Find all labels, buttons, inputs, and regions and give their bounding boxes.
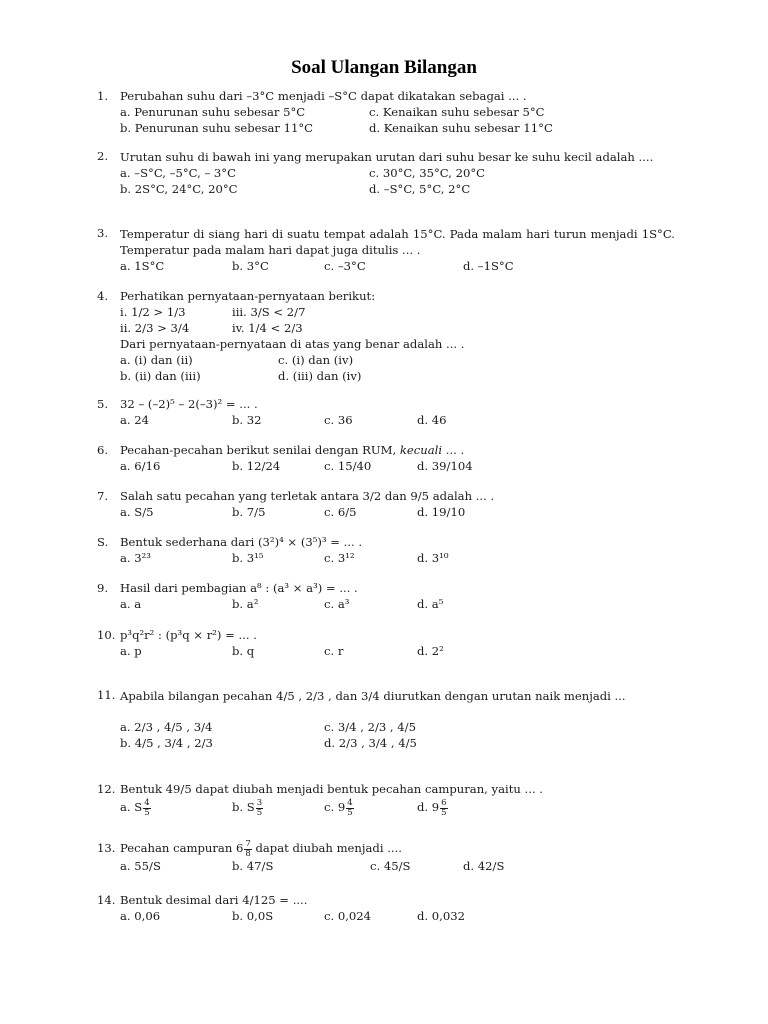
question-text: Bentuk 49/5 dapat diubah menjadi bentuk pecahan campuran, yaitu ... . bbox=[120, 782, 543, 796]
option-d: d. –1S°C bbox=[463, 259, 514, 273]
question-number: S. bbox=[97, 535, 109, 549]
option-c: c. 15/40 bbox=[324, 459, 372, 473]
option-a: a. S/5 bbox=[120, 505, 154, 519]
question-text-italic: kecuali bbox=[399, 443, 443, 457]
question-text-end: ... . bbox=[445, 443, 465, 457]
question-text: Bentuk desimal dari 4/125 = .... bbox=[120, 893, 308, 907]
option-a: a. 2/3 , 4/5 , 3/4 bbox=[120, 720, 213, 734]
option-d: d. (iii) dan (iv) bbox=[278, 369, 362, 383]
option-d: d. 2² bbox=[417, 644, 444, 658]
question-number: 2. bbox=[97, 149, 109, 163]
option-c: c. (i) dan (iv) bbox=[278, 353, 354, 367]
question-text: Pecahan campuran 6 $\frac{7}{8}$ dapat diubah menjadi .... bbox=[120, 839, 402, 859]
question-2 bbox=[97, 149, 675, 197]
question-ask: Dari pernyataan-pernyataan di atas yang benar adalah ... . bbox=[120, 337, 465, 351]
option-a: a. 3²³ bbox=[120, 551, 151, 565]
option-c: c. 3¹² bbox=[324, 551, 355, 565]
option-b: b. S $\frac{3}{5}$ bbox=[232, 798, 263, 818]
question-12 bbox=[97, 781, 675, 817]
option-d: d. 0,032 bbox=[417, 909, 465, 923]
question-text: 32 – (–2)⁵ – 2(–3)² = ... . bbox=[120, 397, 258, 411]
question-number: 5. bbox=[97, 397, 109, 411]
question-10 bbox=[97, 627, 675, 659]
question-number: 9. bbox=[97, 581, 109, 595]
question-14 bbox=[97, 892, 675, 924]
option-c: c. 6/5 bbox=[324, 505, 357, 519]
question-text: Apabila bilangan pecahan 4/5 , 2/3 , dan 3/4 diurutkan dengan urutan naik menjadi ... bbox=[120, 689, 626, 703]
option-a: a. Penurunan suhu sebesar 5°C bbox=[120, 105, 306, 119]
option-d: d. 3¹⁰ bbox=[417, 551, 449, 565]
option-d: d. 42/S bbox=[463, 859, 505, 873]
question-text: Urutan suhu di bawah ini yang merupakan urutan dari suhu besar ke suhu kecil adalah .... bbox=[120, 150, 654, 164]
question-7 bbox=[97, 488, 675, 520]
option-b: b. 2S°C, 24°C, 20°C bbox=[120, 182, 238, 196]
option-d: d. Kenaikan suhu sebesar 11°C bbox=[369, 121, 553, 135]
option-b: b. 47/S bbox=[232, 859, 274, 873]
option-a: a. p bbox=[120, 644, 142, 658]
option-a: a. 6/16 bbox=[120, 459, 161, 473]
question-text: Hasil dari pembagian a⁸ : (a³ × a³) = ... . bbox=[120, 581, 358, 595]
option-b: b. 0,0S bbox=[232, 909, 274, 923]
option-b: b. a² bbox=[232, 597, 259, 611]
statement-i: i. 1/2 > 1/3 bbox=[120, 305, 186, 319]
question-5 bbox=[97, 396, 675, 428]
question-text: Perhatikan pernyataan-pernyataan berikut: bbox=[120, 289, 376, 303]
option-c: c. 0,024 bbox=[324, 909, 372, 923]
option-d: d. 39/104 bbox=[417, 459, 473, 473]
statement-iv: iv. 1/4 < 2/3 bbox=[232, 321, 303, 335]
option-a: a. 0,06 bbox=[120, 909, 161, 923]
question-number: 14. bbox=[97, 893, 116, 907]
option-a: a. 24 bbox=[120, 413, 150, 427]
question-text: Bentuk sederhana dari (3²)⁴ × (3⁵)³ = ... . bbox=[120, 535, 363, 549]
option-c: c. a³ bbox=[324, 597, 350, 611]
option-a: a. S $\frac{4}{5}$ bbox=[120, 798, 150, 818]
question-number: 12. bbox=[97, 782, 116, 796]
option-b: b. 4/5 , 3/4 , 2/3 bbox=[120, 736, 213, 750]
option-d: d. a⁵ bbox=[417, 597, 444, 611]
question-text: Perubahan suhu dari –3°C menjadi –S°C dapat dikatakan sebagai ... . bbox=[120, 89, 527, 103]
option-b: b. 32 bbox=[232, 413, 262, 427]
question-9 bbox=[97, 580, 675, 612]
question-number: 4. bbox=[97, 289, 109, 303]
option-a: a. (i) dan (ii) bbox=[120, 353, 193, 367]
option-d: d. 2/3 , 3/4 , 4/5 bbox=[324, 736, 417, 750]
option-b: b. 3¹⁵ bbox=[232, 551, 264, 565]
option-d: d. 46 bbox=[417, 413, 447, 427]
question-number: 13. bbox=[97, 841, 116, 855]
option-c: c. 36 bbox=[324, 413, 353, 427]
option-b: b. Penurunan suhu sebesar 11°C bbox=[120, 121, 314, 135]
option-d: d. 19/10 bbox=[417, 505, 466, 519]
question-text: Temperatur di siang hari di suatu tempat adalah 15°C. Pada malam hari turun menjadi 1S°C. Temperatur pada malam hari dapat juga ditulis ... . bbox=[120, 227, 675, 257]
option-a: a. –S°C, –5°C, – 3°C bbox=[120, 166, 236, 180]
page-title: Soal Ulangan Bilangan bbox=[291, 57, 477, 78]
question-text: p³q²r² : (p³q × r²) = ... . bbox=[120, 628, 257, 642]
statement-ii: ii. 2/3 > 3/4 bbox=[120, 321, 190, 335]
option-a: a. 1S°C bbox=[120, 259, 165, 273]
question-number: 10. bbox=[97, 628, 116, 642]
question-4 bbox=[97, 288, 675, 384]
option-d: d. –S°C, 5°C, 2°C bbox=[369, 182, 471, 196]
option-c: c. –3°C bbox=[324, 259, 366, 273]
option-b: b. q bbox=[232, 644, 255, 658]
option-a: a. a bbox=[120, 597, 142, 611]
option-a: a. 55/S bbox=[120, 859, 161, 873]
question-number: 11. bbox=[97, 688, 116, 702]
option-c: c. 3/4 , 2/3 , 4/5 bbox=[324, 720, 416, 734]
question-13 bbox=[97, 838, 675, 874]
option-c: c. 30°C, 35°C, 20°C bbox=[369, 166, 486, 180]
question-6 bbox=[97, 442, 675, 474]
question-number: 7. bbox=[97, 489, 109, 503]
question-number: 3. bbox=[97, 226, 109, 240]
option-c: c. 45/S bbox=[370, 859, 411, 873]
option-c: c. 9 $\frac{4}{5}$ bbox=[324, 798, 353, 818]
option-b: b. 12/24 bbox=[232, 459, 281, 473]
option-b: b. 3°C bbox=[232, 259, 269, 273]
option-b: b. 7/5 bbox=[232, 505, 266, 519]
option-b: b. (ii) dan (iii) bbox=[120, 369, 201, 383]
question-1 bbox=[97, 88, 675, 136]
option-c: c. Kenaikan suhu sebesar 5°C bbox=[369, 105, 545, 119]
question-number: 1. bbox=[97, 89, 109, 103]
question-number: 6. bbox=[97, 443, 109, 457]
question-text: Salah satu pecahan yang terletak antara 3/2 dan 9/5 adalah ... . bbox=[120, 489, 495, 503]
question-8 bbox=[97, 534, 675, 566]
question-text: Pecahan-pecahan berikut senilai dengan RUM, bbox=[120, 443, 397, 457]
statement-iii: iii. 3/S < 2/7 bbox=[232, 305, 306, 319]
question-11 bbox=[97, 688, 675, 751]
option-d: d. 9 $\frac{6}{5}$ bbox=[417, 798, 447, 818]
option-c: c. r bbox=[324, 644, 344, 658]
question-3 bbox=[97, 226, 675, 274]
